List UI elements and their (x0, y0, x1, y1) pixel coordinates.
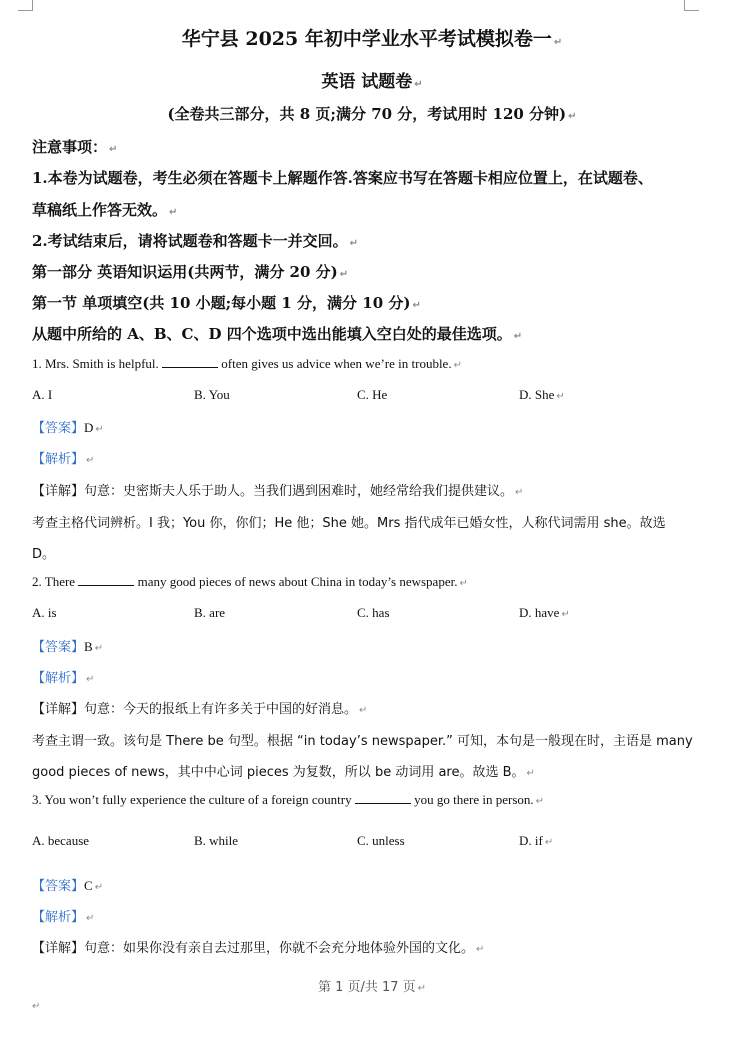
question-2-explanation-line-2: good pieces of news，其中中心词 pieces 为复数，所以 be 动词用 are。故选 B。 ↵ (32, 765, 535, 780)
page-footer: 第 1 页/共 17 页 ↵ (317, 980, 427, 995)
notice-item-2: 2.考试结束后，请将试题卷和答题卡一并交回。 ↵ (32, 232, 359, 250)
question-2-detail: 【详解】句意：今天的报纸上有许多关于中国的好消息。 ↵ (32, 702, 368, 717)
option-c: C. has (357, 605, 390, 620)
question-2-answer: 【答案】B ↵ (32, 639, 104, 655)
option-c: C. unless (357, 833, 405, 848)
question-3-answer: 【答案】C ↵ (32, 878, 104, 894)
exam-title: 华宁县 2025 年初中学业水平考试模拟卷一 ↵ (181, 28, 563, 50)
page-corner-mark-right (684, 0, 699, 11)
question-1-explanation-line-2: D。 (32, 547, 56, 562)
question-3-analysis: 【解析】 ↵ (32, 910, 95, 925)
option-b: B. are (194, 605, 226, 620)
answer-blank (78, 574, 134, 586)
notice-item-1-line-2: 草稿纸上作答无效。 ↵ (32, 201, 178, 219)
option-c: C. He (357, 387, 388, 402)
exam-subject: 英语 试题卷 ↵ (321, 72, 423, 92)
answer-blank (162, 356, 218, 368)
question-1-explanation-line-1: 考查主格代词辨析。I 我；You 你，你们；He 他；She 她。Mrs 指代成年已婚女性，人称代词需用 she。故选 (32, 516, 666, 531)
question-1-analysis: 【解析】 ↵ (32, 452, 95, 467)
question-1-detail: 【详解】句意：史密斯夫人乐于助人。当我们遇到困难时，她经常给我们提供建议。 ↵ (32, 484, 524, 499)
question-2-options (32, 605, 712, 623)
notice-heading: 注意事项： ↵ (32, 138, 118, 156)
option-a: A. is (32, 605, 57, 620)
option-d: D. She ↵ (519, 387, 565, 402)
question-2-stem: 2. There many good pieces of news about China in today’s newspaper. ↵ (32, 574, 468, 589)
option-b: B. while (194, 833, 239, 848)
option-b: B. You (194, 387, 230, 402)
question-1-stem: 1. Mrs. Smith is helpful. often gives us advice when we’re in trouble. ↵ (32, 356, 462, 371)
exam-info: (全卷共三部分，共 8 页;满分 70 分，考试用时 120 分钟) ↵ (167, 105, 577, 123)
option-a: A. because (32, 833, 90, 848)
question-3-options (32, 833, 712, 851)
section-instruction: 从题中所给的 A、B、C、D 四个选项中选出能填入空白处的最佳选项。 ↵ (32, 325, 523, 343)
part-1-heading: 第一部分 英语知识运用(共两节，满分 20 分) ↵ (32, 263, 349, 281)
question-2-analysis: 【解析】 ↵ (32, 671, 95, 686)
question-3-detail: 【详解】句意：如果你没有亲自去过那里，你就不会充分地体验外国的文化。 ↵ (32, 941, 485, 956)
question-3-stem: 3. You won’t fully experience the culture of a foreign country you go there in person. ↵ (32, 792, 545, 807)
notice-item-1-line-1: 1.本卷为试题卷，考生必须在答题卡上解题作答.答案应书写在答题卡相应位置上，在试题卷、 (32, 169, 653, 187)
answer-blank (355, 792, 411, 804)
question-1-options (32, 387, 712, 405)
section-1-heading: 第一节 单项填空(共 10 小题;每小题 1 分，满分 10 分) ↵ (32, 294, 421, 312)
question-1-answer: 【答案】D ↵ (32, 420, 104, 436)
option-a: A. I (32, 387, 53, 402)
page-corner-mark-left (18, 0, 33, 11)
question-2-explanation-line-1: 考查主谓一致。该句是 There be 句型。根据 “in today’s newspaper.” 可知，本句是一般现在时，主语是 many (32, 734, 693, 749)
option-d: D. if ↵ (519, 833, 554, 848)
paragraph-mark: ↵ (32, 1001, 41, 1012)
option-d: D. have ↵ (519, 605, 570, 620)
